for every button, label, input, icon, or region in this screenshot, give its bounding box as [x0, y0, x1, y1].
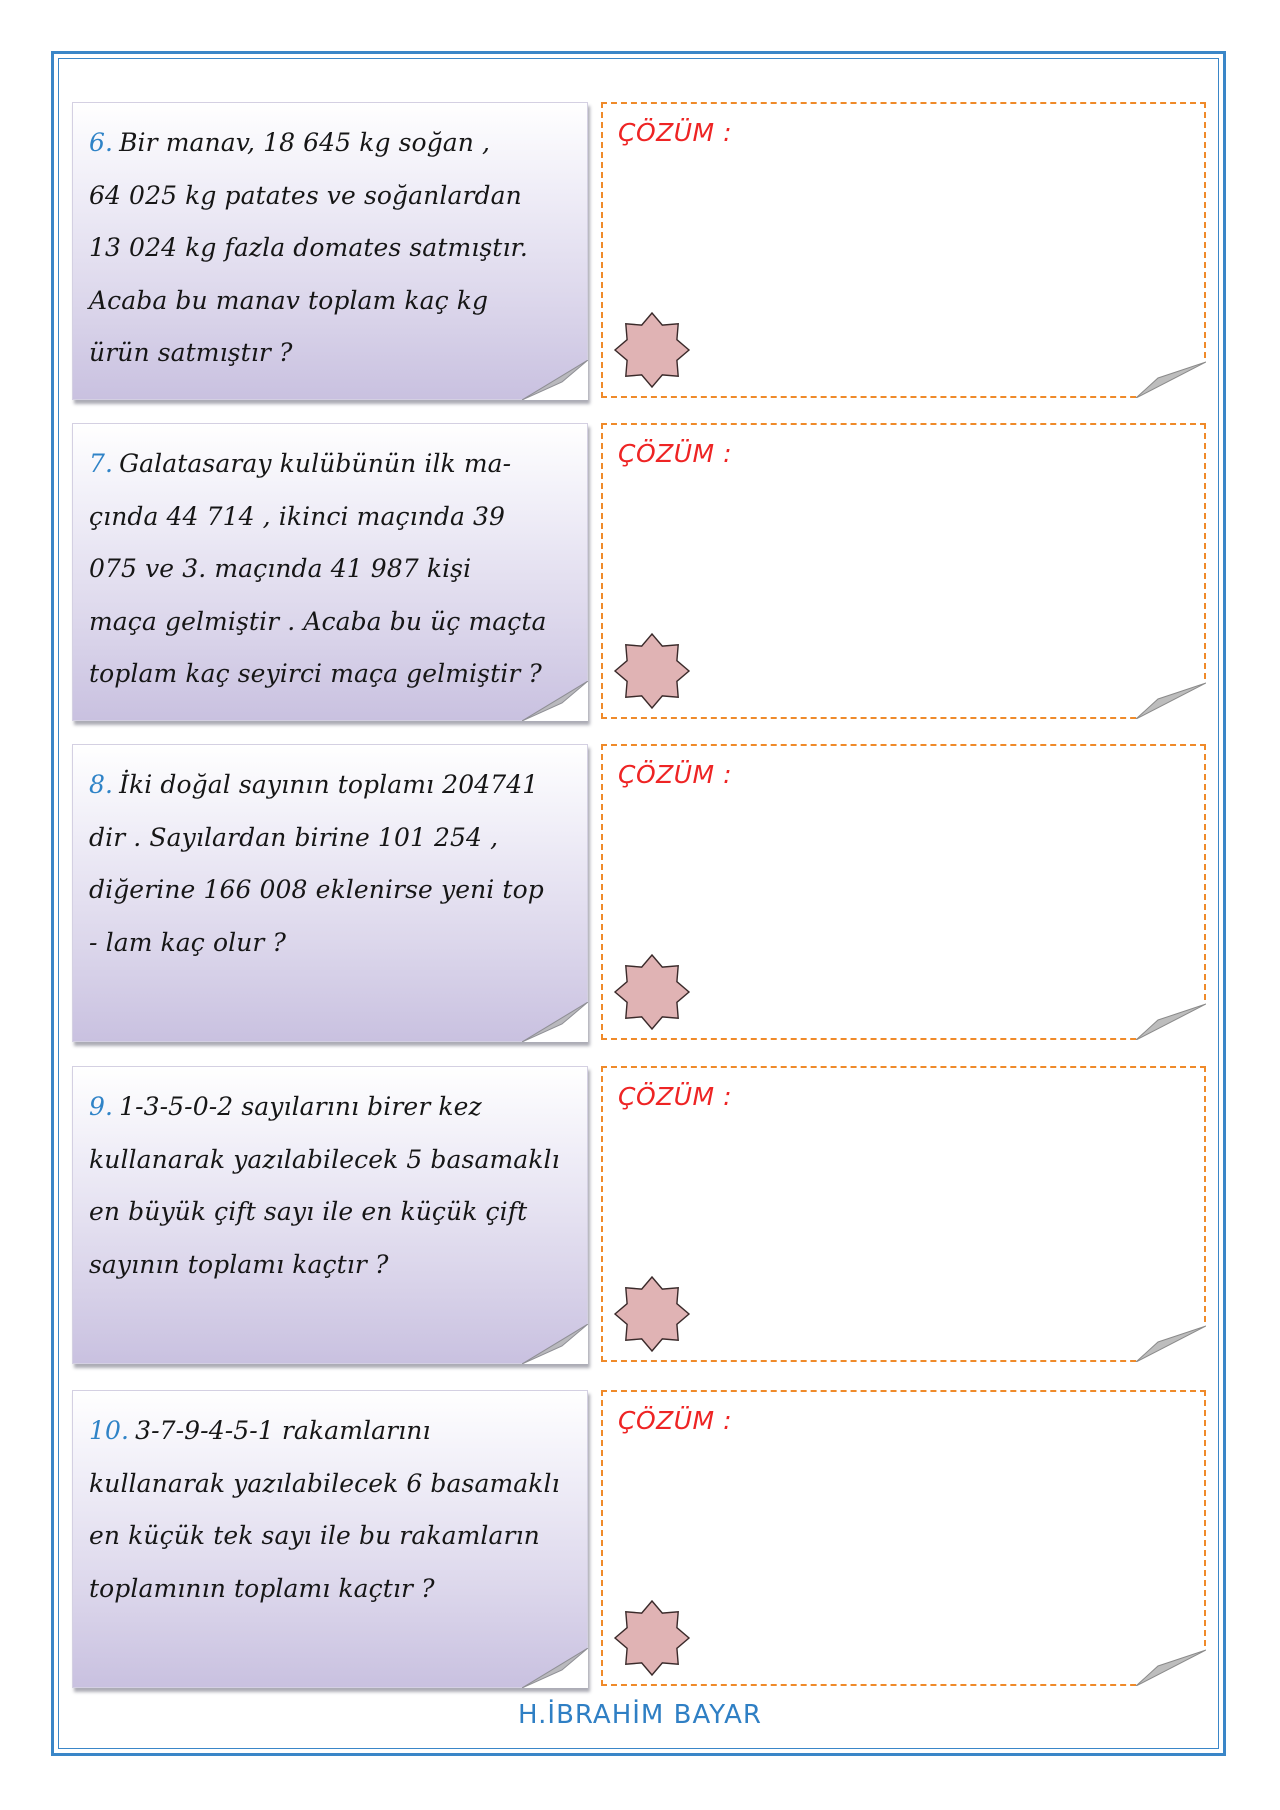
page-curl-icon [1128, 358, 1206, 398]
solution-label: ÇÖZÜM : [618, 439, 732, 468]
eight-point-star-icon [613, 632, 691, 710]
question-line-text: maça gelmiştir . Acaba bu üç maçta [89, 606, 547, 636]
question-line-text: Bir manav, 18 645 kg soğan , [119, 128, 491, 157]
page-curl-icon [1128, 1000, 1206, 1040]
page-curl-icon [522, 1648, 588, 1688]
solution-label: ÇÖZÜM : [618, 118, 732, 147]
eight-point-star-icon [613, 953, 691, 1031]
question-line [89, 1134, 577, 1187]
question-line-text: en büyük çift sayı ile en küçük çift [89, 1197, 528, 1226]
question-number: 9. [89, 1092, 114, 1121]
question-line [89, 1081, 577, 1134]
question-line [89, 170, 577, 223]
question-line [89, 438, 577, 491]
question-line [89, 812, 577, 865]
eight-point-star-icon [613, 1599, 691, 1677]
question-row [0, 1066, 1280, 1366]
solution-box[interactable] [601, 1066, 1206, 1362]
question-text [89, 759, 577, 969]
question-line-text: ürün satmıştır ? [89, 338, 293, 367]
page-curl-icon [522, 681, 588, 721]
page-curl-icon [522, 1002, 588, 1042]
question-text [89, 1081, 577, 1291]
eight-point-star-icon [613, 1275, 691, 1353]
question-row [0, 423, 1280, 723]
question-line [89, 596, 577, 649]
question-line [89, 1510, 577, 1563]
solution-label: ÇÖZÜM : [618, 1082, 732, 1111]
question-row [0, 1390, 1280, 1690]
question-line-text: 1-3-5-0-2 sayılarını birer kez [119, 1092, 482, 1121]
question-line-text: çında 44 714 , ikinci maçında 39 [89, 501, 506, 531]
question-number: 10. [89, 1416, 130, 1445]
question-card [72, 102, 588, 400]
question-line-text: - lam kaç olur ? [89, 927, 286, 957]
question-line-text: en küçük tek sayı ile bu rakamların [89, 1521, 540, 1550]
question-line-text: toplamının toplamı kaçtır ? [89, 1573, 435, 1603]
question-line-text: 13 024 kg fazla domates satmıştır. [89, 233, 528, 262]
question-line [89, 759, 577, 812]
page-curl-icon [522, 360, 588, 400]
question-line [89, 117, 577, 170]
question-row [0, 744, 1280, 1044]
question-text [89, 1405, 577, 1615]
solution-label: ÇÖZÜM : [618, 1406, 732, 1435]
question-number: 6. [89, 128, 114, 157]
question-card [72, 1066, 588, 1364]
question-line [89, 1239, 577, 1292]
solution-box[interactable] [601, 102, 1206, 398]
solution-box[interactable] [601, 744, 1206, 1040]
page-curl-icon [522, 1324, 588, 1364]
question-row [0, 102, 1280, 402]
question-line-text: sayının toplamı kaçtır ? [89, 1249, 389, 1279]
page-curl-icon [1128, 1322, 1206, 1362]
question-card [72, 423, 588, 721]
question-line-text: diğerine 166 008 eklenirse yeni top [89, 875, 544, 904]
eight-point-star-icon [613, 311, 691, 389]
question-line [89, 1405, 577, 1458]
solution-box[interactable] [601, 423, 1206, 719]
page-curl-icon [1128, 679, 1206, 719]
solution-label: ÇÖZÜM : [618, 760, 732, 789]
question-line [89, 327, 577, 380]
question-line-text: kullanarak yazılabilecek 6 basamaklı [89, 1468, 560, 1498]
question-line-text: 64 025 kg patates ve soğanlardan [89, 180, 522, 210]
question-line-text: 3-7-9-4-5-1 rakamlarını [135, 1416, 431, 1445]
question-line-text: İki doğal sayının toplamı 204741 [119, 770, 539, 799]
question-text [89, 117, 577, 380]
question-line [89, 917, 577, 970]
question-line [89, 1186, 577, 1239]
question-card [72, 1390, 588, 1688]
solution-box[interactable] [601, 1390, 1206, 1686]
question-line [89, 543, 577, 596]
question-line-text: 075 ve 3. maçında 41 987 kişi [89, 554, 472, 583]
question-line [89, 1458, 577, 1511]
question-text [89, 438, 577, 701]
page-curl-icon [1128, 1646, 1206, 1686]
question-card [72, 744, 588, 1042]
question-line [89, 275, 577, 328]
question-line-text: Galatasaray kulübünün ilk ma- [119, 449, 512, 478]
question-number: 8. [89, 770, 114, 799]
question-line [89, 864, 577, 917]
question-line [89, 648, 577, 701]
question-line-text: Acaba bu manav toplam kaç kg [89, 285, 489, 315]
question-line [89, 491, 577, 544]
author-name: H.İBRAHİM BAYAR [518, 1700, 762, 1730]
question-line [89, 222, 577, 275]
question-line-text: dir . Sayılardan birine 101 254 , [89, 822, 499, 852]
question-number: 7. [89, 449, 114, 478]
question-line-text: toplam kaç seyirci maça gelmiştir ? [89, 659, 542, 688]
question-line [89, 1563, 577, 1616]
question-line-text: kullanarak yazılabilecek 5 basamaklı [89, 1144, 560, 1174]
